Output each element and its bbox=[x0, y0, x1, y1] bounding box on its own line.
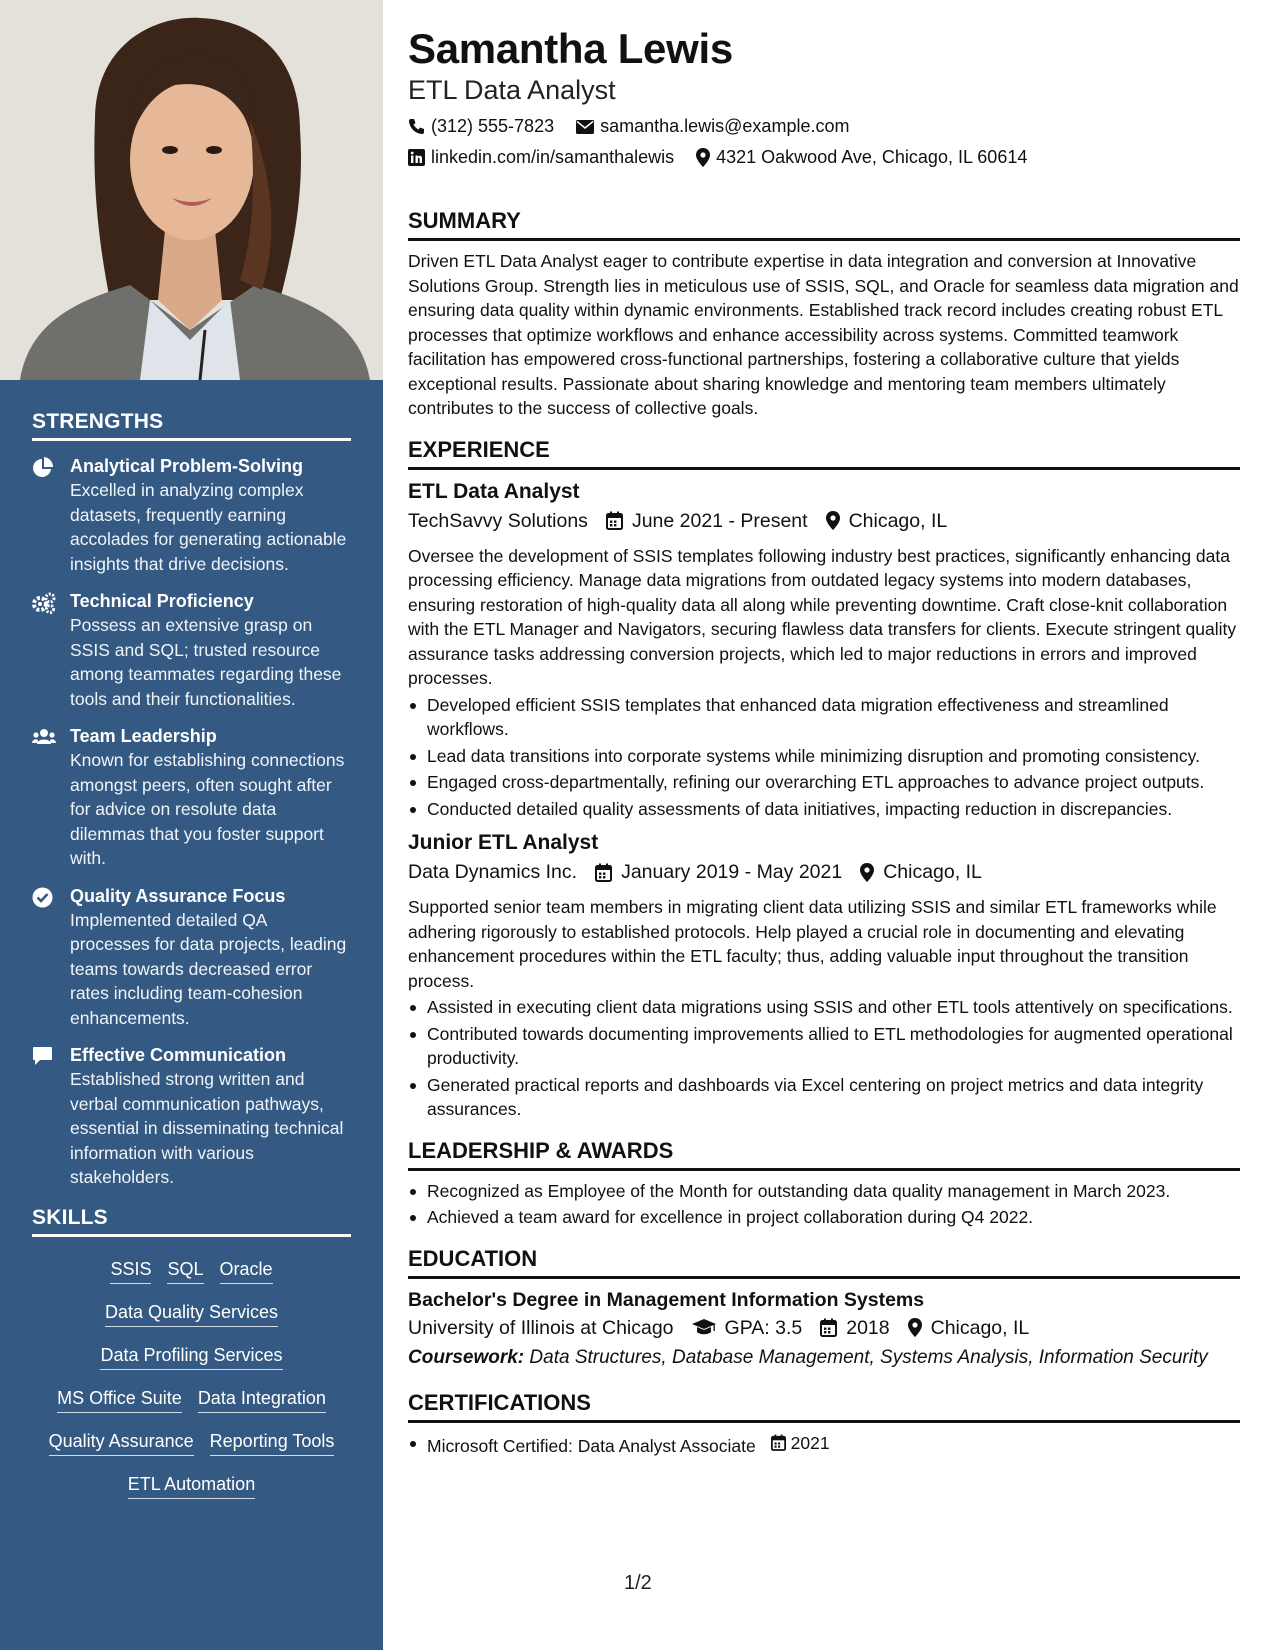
job-description: Supported senior team members in migrating client data utilizing SSIS and similar ETL frameworks while adhering rigorously to established protocols. Help played a crucial role in documenting and elevating enhancement procedures within the ETL faculty; thus, adding valuable input throughout the transition process. bbox=[408, 897, 1217, 991]
summary-section bbox=[408, 208, 1240, 421]
strength-item bbox=[32, 885, 351, 1031]
certifications-section bbox=[408, 1390, 1240, 1458]
job-title: Junior ETL Analyst bbox=[408, 831, 599, 854]
page-number: 1/2 bbox=[624, 1572, 652, 1594]
strength-title: Team Leadership bbox=[70, 726, 217, 746]
list-item: Achieved a team award for excellence in project collaboration during Q4 2022. bbox=[408, 1205, 1240, 1230]
education-section bbox=[408, 1246, 1240, 1370]
coursework-label: Coursework: bbox=[408, 1346, 525, 1368]
map-pin-icon bbox=[696, 148, 710, 167]
strength-item bbox=[32, 1044, 351, 1190]
contact-row bbox=[408, 147, 1240, 168]
list-item: Contributed towards documenting improvements allied to ETL methodologies for augmented operational productivity. bbox=[408, 1022, 1240, 1071]
skill-tag: Data Quality Services bbox=[105, 1302, 278, 1327]
gears-icon bbox=[32, 592, 56, 614]
map-pin-icon bbox=[860, 863, 874, 882]
main-content bbox=[408, 0, 1240, 1460]
coursework-list: Data Structures, Database Management, Systems Analysis, Information Security bbox=[529, 1346, 1208, 1368]
skill-tag: Reporting Tools bbox=[210, 1431, 335, 1456]
map-pin-icon bbox=[826, 511, 840, 530]
phone-icon bbox=[408, 118, 425, 135]
person-title: ETL Data Analyst bbox=[408, 75, 616, 105]
experience-heading: EXPERIENCE bbox=[408, 437, 1240, 470]
users-icon bbox=[32, 727, 56, 747]
skill-tag: Data Profiling Services bbox=[100, 1345, 282, 1370]
job-title: ETL Data Analyst bbox=[408, 479, 580, 503]
job-location: Chicago, IL bbox=[883, 861, 982, 883]
experience-section bbox=[408, 437, 1240, 1122]
summary-text: Driven ETL Data Analyst eager to contribute expertise in data integration and conversion at Innovative Solutions Group. Strength lies in meticulous use of SSIS, SQL, and Oracle for seamless data migration and ensuring data quality within dynamic environments. Established track record includes creating robust ETL processes that optimize workflows and enhance accessibility across systems. Committed teamwork facilitation has empowered cross-functional partnerships, fostering a collaborative culture that yields exceptional results. Passionate about sharing knowledge and mentoring team members ultimately contributes to the success of collective goals. bbox=[408, 251, 1239, 418]
job-bullets bbox=[408, 995, 1240, 1122]
strength-title: Effective Communication bbox=[70, 1045, 287, 1065]
list-item: Engaged cross-departmentally, refining our overarching ETL approaches to advance project outputs. bbox=[408, 770, 1240, 795]
job-dates: June 2021 - Present bbox=[631, 509, 808, 532]
list-item: Generated practical reports and dashboards via Excel centering on project metrics and data integrity assurances. bbox=[408, 1073, 1240, 1122]
job-location: Chicago, IL bbox=[848, 509, 948, 532]
strength-item bbox=[32, 590, 351, 711]
comment-icon bbox=[32, 1046, 53, 1067]
strength-item bbox=[32, 725, 351, 871]
pie-chart-icon bbox=[32, 457, 54, 479]
list-item: Assisted in executing client data migrations using SSIS and other ETL tools attentively on specifications. bbox=[408, 995, 1240, 1020]
strengths-heading: STRENGTHS bbox=[32, 410, 351, 441]
address: 4321 Oakwood Ave, Chicago, IL 60614 bbox=[716, 147, 1028, 167]
awards-list bbox=[408, 1179, 1240, 1230]
skill-tag: SSIS bbox=[110, 1259, 151, 1284]
strength-title: Technical Proficiency bbox=[70, 591, 254, 611]
list-item: Recognized as Employee of the Month for outstanding data quality management in March 2023. bbox=[408, 1179, 1240, 1204]
list-item: Conducted detailed quality assessments of data initiatives, impacting reduction in discrepancies. bbox=[408, 797, 1240, 822]
contact-row bbox=[408, 116, 1240, 137]
calendar-icon bbox=[771, 1434, 786, 1451]
calendar-icon bbox=[595, 863, 612, 882]
coursework bbox=[408, 1345, 1240, 1370]
job-description: Oversee the development of SSIS templates following industry best practices, significantly enhancing data processing efficiency. Manage data migrations from outdated legacy systems into modern databases, ensuring restoration of high-quality data all along while preventing downtime. Craft close-knit collaboration with the ETL Manager and Navigators, securing flawless data transfers for clients. Execute stringent quality assurance tasks addressing conversion projects, which led to major reductions in errors and improved processes. bbox=[408, 545, 1237, 688]
strength-item bbox=[32, 455, 351, 576]
job-meta bbox=[408, 506, 1240, 536]
strength-description: Excelled in analyzing complex datasets, frequently earning accolades for generating actionable insights that drive decisions. bbox=[70, 480, 347, 574]
skills-list bbox=[32, 1251, 351, 1499]
linkedin-link[interactable]: linkedin.com/in/samanthalewis bbox=[431, 147, 675, 167]
strength-title: Quality Assurance Focus bbox=[70, 885, 286, 906]
job-bullets bbox=[408, 693, 1240, 822]
education-heading: EDUCATION bbox=[408, 1246, 1240, 1279]
calendar-icon bbox=[606, 511, 623, 530]
check-circle-icon bbox=[32, 887, 53, 908]
skills-heading: SKILLS bbox=[32, 1206, 351, 1237]
summary-heading: SUMMARY bbox=[408, 208, 1240, 241]
person-name: Samantha Lewis bbox=[408, 25, 733, 72]
profile-photo bbox=[0, 0, 383, 380]
awards-section bbox=[408, 1138, 1240, 1230]
skill-tag: MS Office Suite bbox=[57, 1388, 182, 1413]
map-pin-icon bbox=[908, 1318, 922, 1337]
gpa: GPA: 3.5 bbox=[724, 1316, 803, 1339]
graduation-cap-icon bbox=[692, 1319, 716, 1336]
awards-heading: LEADERSHIP & AWARDS bbox=[408, 1138, 1240, 1171]
strength-description: Implemented detailed QA processes for data projects, leading teams towards decreased error rates including team-cohesion enhancements. bbox=[70, 909, 347, 1028]
skill-tag: Data Integration bbox=[198, 1388, 326, 1413]
certifications-heading: CERTIFICATIONS bbox=[408, 1390, 1240, 1423]
certification-year: 2021 bbox=[790, 1432, 830, 1453]
email-link[interactable]: samantha.lewis@example.com bbox=[600, 116, 850, 136]
linkedin-icon bbox=[408, 149, 425, 166]
job-entry bbox=[408, 829, 1240, 1122]
job-meta bbox=[408, 857, 1240, 887]
skill-tag: Oracle bbox=[220, 1259, 273, 1284]
certification-name: Microsoft Certified: Data Analyst Associate bbox=[427, 1435, 756, 1456]
job-dates: January 2019 - May 2021 bbox=[621, 861, 843, 883]
strength-description: Established strong written and verbal communication pathways, essential in disseminating technical information with various stakeholders. bbox=[70, 1069, 344, 1187]
certifications-list bbox=[408, 1431, 1240, 1458]
graduation-year: 2018 bbox=[846, 1316, 890, 1339]
school-name: University of Illinois at Chicago bbox=[408, 1316, 674, 1339]
skill-tag: Quality Assurance bbox=[49, 1431, 194, 1456]
skill-tag: ETL Automation bbox=[128, 1474, 255, 1499]
degree-title: Bachelor's Degree in Management Information Systems bbox=[408, 1288, 925, 1311]
strength-title: Analytical Problem-Solving bbox=[70, 456, 304, 476]
company-name: Data Dynamics Inc. bbox=[408, 861, 578, 883]
company-name: TechSavvy Solutions bbox=[408, 509, 588, 532]
list-item: Developed efficient SSIS templates that enhanced data migration effectiveness and streamlined workflows. bbox=[408, 693, 1240, 742]
calendar-icon bbox=[820, 1318, 837, 1337]
strength-description: Possess an extensive grasp on SSIS and SQL; trusted resource among teammates regarding these tools and their functionalities. bbox=[70, 615, 342, 709]
strength-description: Known for establishing connections amongst peers, often sought after for advice on resolute data dilemmas that you foster support with. bbox=[70, 750, 345, 868]
sidebar bbox=[0, 0, 383, 1650]
envelope-icon bbox=[576, 120, 594, 134]
job-entry bbox=[408, 478, 1240, 822]
education-meta bbox=[408, 1313, 1240, 1343]
phone-number[interactable]: (312) 555-7823 bbox=[431, 116, 555, 136]
list-item bbox=[408, 1431, 1240, 1458]
education-location: Chicago, IL bbox=[930, 1316, 1030, 1339]
list-item: Lead data transitions into corporate systems while minimizing disruption and promoting consistency. bbox=[408, 744, 1240, 769]
skill-tag: SQL bbox=[167, 1259, 203, 1284]
